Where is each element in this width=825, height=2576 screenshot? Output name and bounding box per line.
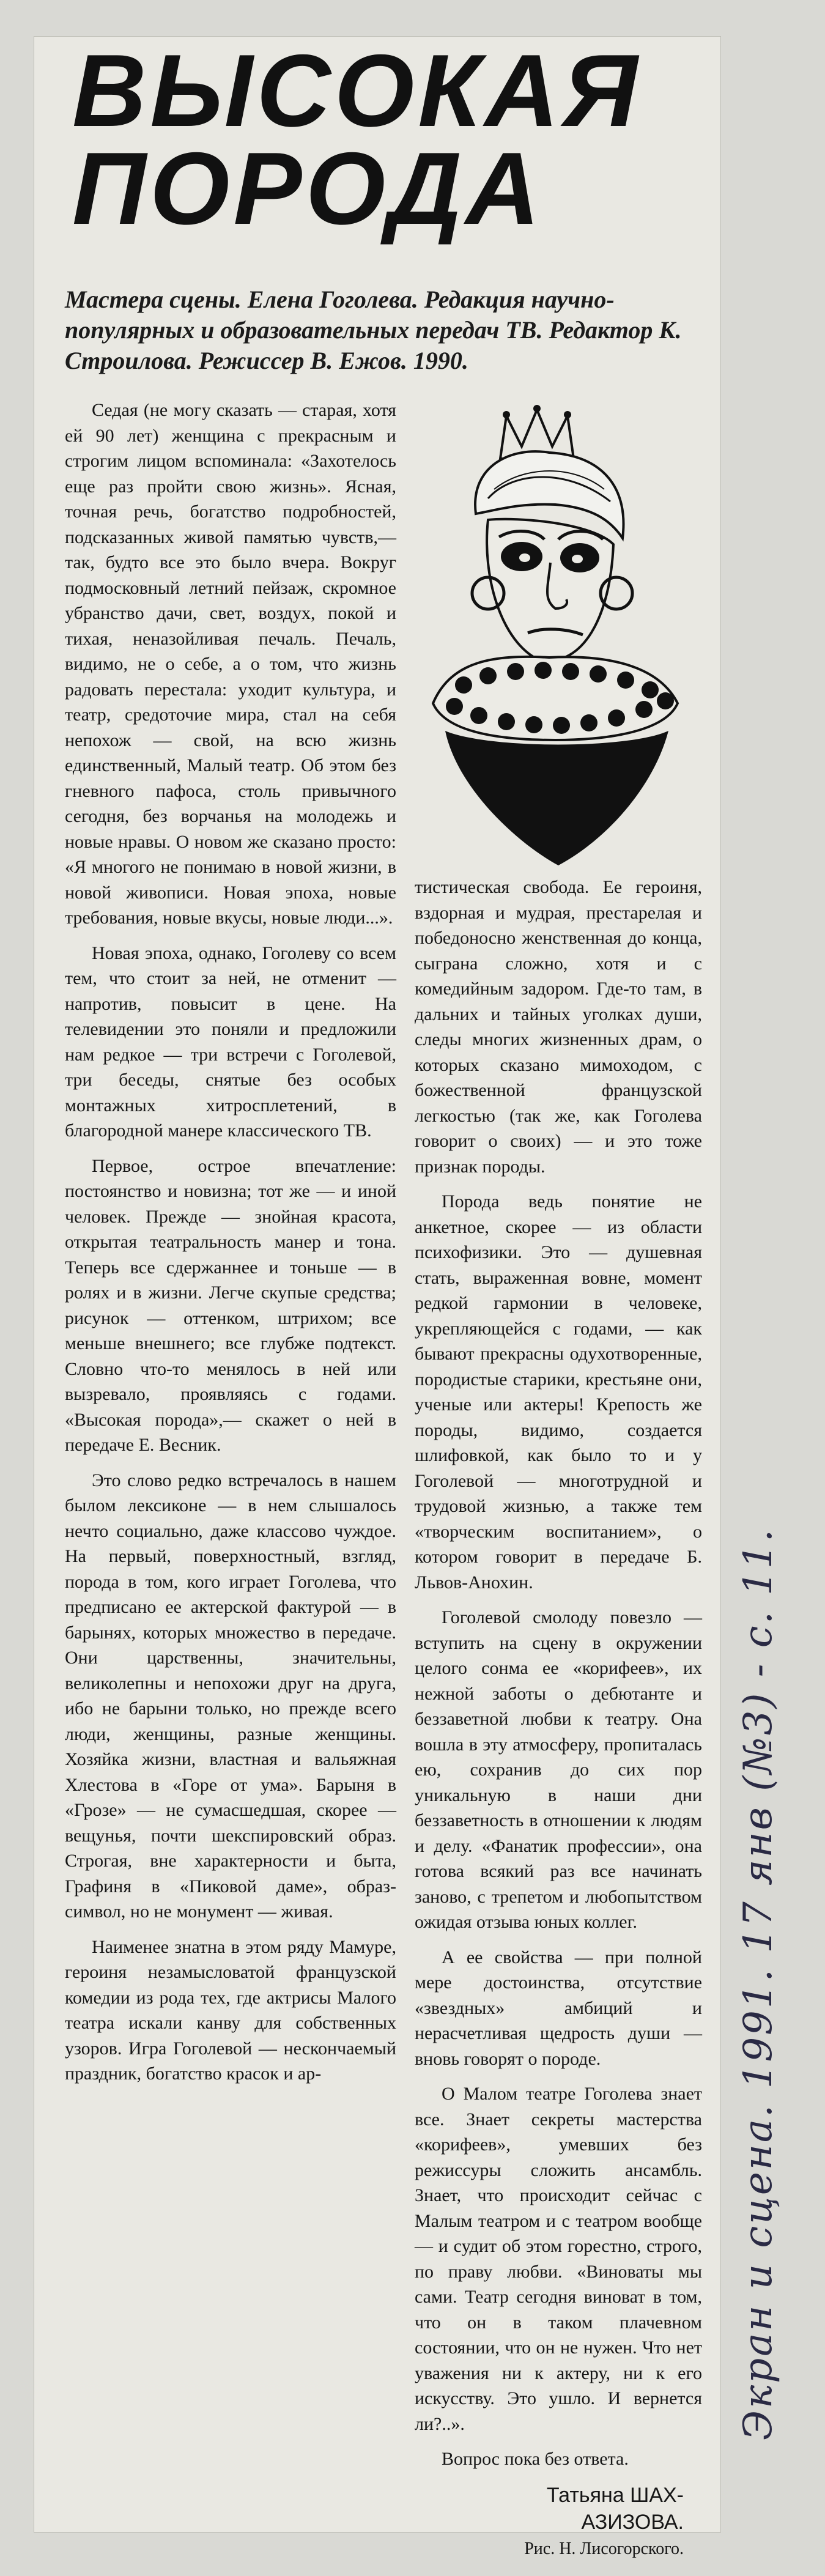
article-paragraph: Наименее знатна в этом ряду Мамуре, героиня незамысловатой французской комедии из рода тех, где актрисы Малого театра искали канву для собственных узоров. Игра Гоголевой — нескончаемый праздник, богатство красок и ар- xyxy=(65,1936,396,2084)
program-credits: Мастера сцены. Елена Гоголева. Редакция научно-популярных и образовательных передач ТВ. Редактор К. Строилова. Режиссер В. Ежов. 1990. xyxy=(65,286,682,374)
article-paragraph: Новая эпоха, однако, Гоголеву со всем тем, что стоит за ней, не отменит — напротив, повысит в цене. На телевидении это поняли и предложили нам редкое — три встречи с Гоголевой, три беседы, снятые без особых монтажных хитросплетений, в благородной манере классического ТВ. xyxy=(65,942,396,1141)
article-paragraph: Гоголевой смолоду повезло — вступить на сцену в окружении целого сонма ее «корифеев», их нежной заботы о дебютанте и беззаветной любви к театру. Она вошла в эту атмосферу, пропиталась ею, сохранив до сих пор уникальную в наши дни беззаветность в отношении к людям и делу. «Фанатик профессии», она готова всякий раз все начинать заново, с трепетом и любопытством ожидая отзыва юных коллег. xyxy=(415,1607,702,1932)
article-paragraph: Первое, острое впечатление: постоянство и новизна; тот же — и иной человек. Прежде — знойная красота, открытая театральность манер и тона. Теперь все сдержаннее и тоньше — в ролях и в жизни. Легче скупые средства; рисунок — оттенком, штрихом; все меньше внешнего; все глубже подтекст. Словно что-то менялось в ней или вызревало, проявляясь с годами. «Высокая порода»,— скажет о ней в передаче Е. Весник. xyxy=(65,1155,396,1455)
caricature-illustration xyxy=(409,398,702,868)
article-left-column xyxy=(65,398,396,2097)
handwritten-source-note: Экран и сцена. 1991. 17 янв (№3) - с. 11. xyxy=(736,1527,781,2440)
byline xyxy=(415,2482,702,2563)
article-paragraph: Седая (не могу сказать — старая, хотя ей 90 лет) женщина с прекрасным и строгим лицом вспоминала: «Захотелось еще раз пройти свою жизнь». Ясная, точная речь, богатство подробностей, подсказанных живой памятью чувств,— так, будто все это было вчера. Вокруг подмосковный летний пейзаж, скромное убранство дачи, свет, воздух, покой и тихая, неназойливая печаль. Печаль, видимо, не о себе, а о том, что жизнь радовать перестала: уходит культура, и театр, средоточие мира, стал на себя непохож — свой, на всю жизнь единственный, Малый театр. Об этом без гневного пафоса, столь привычного сегодня, без ворчанья на молодежь и новые нравы. О новом же сказано просто: «Я многого не понимаю в новой жизни, в новой живописи. Новая эпоха, новые требования, новые вкусы, новые люди...». xyxy=(65,400,396,928)
headline xyxy=(72,33,684,246)
article-paragraph-continuation: тистическая свобода. Ее героиня, вздорная и мудрая, престарелая и победоносно женственная до конца, сыграна сложно, хотя и с комедийным задором. Где-то там, в дальних и тайных уголках души, следы многих жизненных драм, о которых сказано мимоходом, с божественной французской легкостью (так же, как Гоголева говорит о своих) — и это тоже признак породы. xyxy=(415,877,702,1177)
article-right-column xyxy=(415,875,702,2563)
article-paragraph: Это слово редко встречалось в нашем былом лексиконе — в нем слышалось нечто социально, даже классово чуждое. На первый, поверхностный, взгляд, порода в том, кого играет Гоголева, что предписано ее актерской фактурой — в барынях, которых множество в передаче. Они царственны, значительны, великолепны и непохожи друг на друга, ибо не барыни только, но прежде всего люди, женщины, разные женщины. Хозяйка жизни, властная и вальяжная Хлестова в «Горе от ума». Барыня в «Грозе» — не сумасшедшая, скорее — вещунья, почти шекспировский образ. Строгая, вне характерности и быта, Графиня в «Пиковой даме», образ-символ, но не монумент — живая. xyxy=(65,1470,396,1922)
author-name-line-2: АЗИЗОВА. xyxy=(581,2510,684,2534)
illustration-credit: Рис. Н. Лисогорского. xyxy=(524,2539,684,2558)
headline-line-1: ВЫСОКАЯ xyxy=(72,33,642,148)
caricature-portrait-drawing xyxy=(409,398,702,868)
article-paragraph: А ее свойства — при полной мере достоинства, отсутствие «звездных» амбиций и нерасчетливая щедрость души — вновь говорят о породе. xyxy=(415,1947,702,2069)
headline-line-2: ПОРОДА xyxy=(72,131,544,246)
article-paragraph: О Малом театре Гоголева знает все. Знает секреты мастерства «корифеев», умевших без режиссуры сложить ансамбль. Знает, что происходит сейчас с Малым театром и с театром вообще — и судит об этом горестно, строго, по праву любви. «Виноваты мы сами. Театр сегодня виноват в том, что он в таком плачевном состоянии, что он не нужен. Что нет уважения ни к актеру, ни к его искусству. Это ушло. И вернется ли?..». xyxy=(415,2084,702,2434)
author-name-line-1: Татьяна ШАХ- xyxy=(546,2483,684,2507)
article-closing-line: Вопрос пока без ответа. xyxy=(442,2449,629,2469)
newspaper-clipping xyxy=(34,33,720,2558)
article-paragraph: Порода ведь понятие не анкетное, скорее — из области психофизики. Это — душевная стать, выраженная вовне, момент редкой гармонии в человеке, укрепляющейся с годами, — как бывают прекрасны одухотворенные, породистые старики, крестьяне они, ученые или актеры! Крепость же породы, видимо, создается шлифовкой, как было то и у Гоголевой — многотрудной и трудовой жизнью, а также тем «творческим воспитанием», о котором говорит в передаче Б. Львов-Анохин. xyxy=(415,1191,702,1593)
